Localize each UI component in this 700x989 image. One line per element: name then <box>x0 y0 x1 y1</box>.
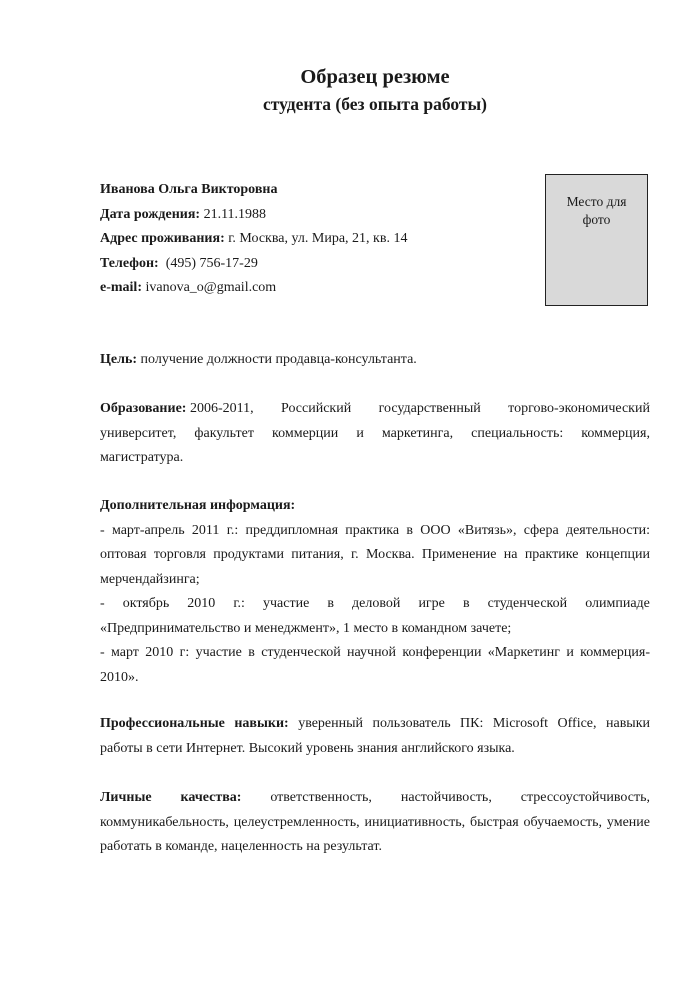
phone-row <box>100 252 407 277</box>
skills-line-2: работы в сети Интернет. Высокий уровень знания английского языка. <box>100 740 515 756</box>
skills-section <box>100 712 650 761</box>
additional-section <box>100 494 650 690</box>
email-row <box>100 276 407 301</box>
additional-item-3-line-1: - март 2010 г: участие в студенческой научной конференции «Маркетинг и коммерция- <box>100 645 650 660</box>
goal-label: Цель: <box>100 352 138 367</box>
qualities-section <box>100 786 650 860</box>
birth-date-value: 21.11.1988 <box>203 206 267 222</box>
education-section <box>100 397 650 471</box>
photo-label-line2: фото <box>582 212 611 227</box>
birth-date-label: Дата рождения: <box>100 206 201 222</box>
email-value: ivanova_o@gmail.com <box>145 280 277 295</box>
additional-item-2-line-1: - октябрь 2010 г.: участие в деловой игре в студенческой олимпиаде <box>100 596 650 611</box>
phone-value: (495) 756-17-29 <box>165 255 258 271</box>
additional-item-1-line-3: мерчендайзинга; <box>100 571 200 587</box>
qualities-line-1: Личные качества: ответственность, настойчивость, стрессоустойчивость, <box>100 786 650 811</box>
goal-text: получение должности продавца-консультанта. <box>140 352 417 367</box>
personal-info <box>100 178 407 301</box>
education-line-1: Образование: 2006-2011, Российский государственный торгово-экономический <box>100 401 650 416</box>
address-row <box>100 227 407 252</box>
birth-date-row <box>100 203 407 228</box>
skills-label: Профессиональные навыки: <box>100 716 289 731</box>
qualities-line-3: работать в команде, нацеленность на результат. <box>100 839 382 854</box>
additional-item-1-line-1: - март-апрель 2011 г.: преддипломная практика в ООО «Витязь», сфера деятельности: <box>100 522 650 538</box>
address-label: Адрес проживания: <box>100 231 225 246</box>
additional-item-1-line-2: оптовая торговля продуктами питания, г. Москва. Применение на практике концепции <box>100 547 650 562</box>
qualities-label-word-1: Личные <box>100 790 152 805</box>
qualities-label-word-2: качества: <box>180 790 242 805</box>
additional-label: Дополнительная информация: <box>100 498 296 513</box>
address-value: г. Москва, ул. Мира, 21, кв. 14 <box>228 231 408 246</box>
education-label: Образование: <box>100 401 187 416</box>
skills-line-1: Профессиональные навыки: уверенный пользователь ПК: Microsoft Office, навыки <box>100 716 651 731</box>
document-title: Образец резюме <box>300 66 450 88</box>
phone-label: Телефон: <box>100 255 159 271</box>
additional-item-2-line-2: «Предпринимательство и менеджмент», 1 место в командном зачете; <box>100 620 512 636</box>
photo-placeholder <box>545 174 648 306</box>
goal-section <box>100 348 650 373</box>
document-subtitle: студента (без опыта работы) <box>263 94 487 114</box>
additional-item-3-line-2: 2010». <box>100 669 139 685</box>
photo-label-line1: Место для <box>566 194 627 209</box>
email-label: e-mail: <box>100 280 142 295</box>
full-name: Иванова Ольга Викторовна <box>100 182 278 197</box>
education-line-2: университет, факультет коммерции и маркетинга, специальность: коммерция, <box>100 425 650 441</box>
qualities-line-2: коммуникабельность, целеустремленность, инициативность, быстрая обучаемость, умение <box>100 814 650 830</box>
education-line-3: магистратура. <box>100 450 184 465</box>
